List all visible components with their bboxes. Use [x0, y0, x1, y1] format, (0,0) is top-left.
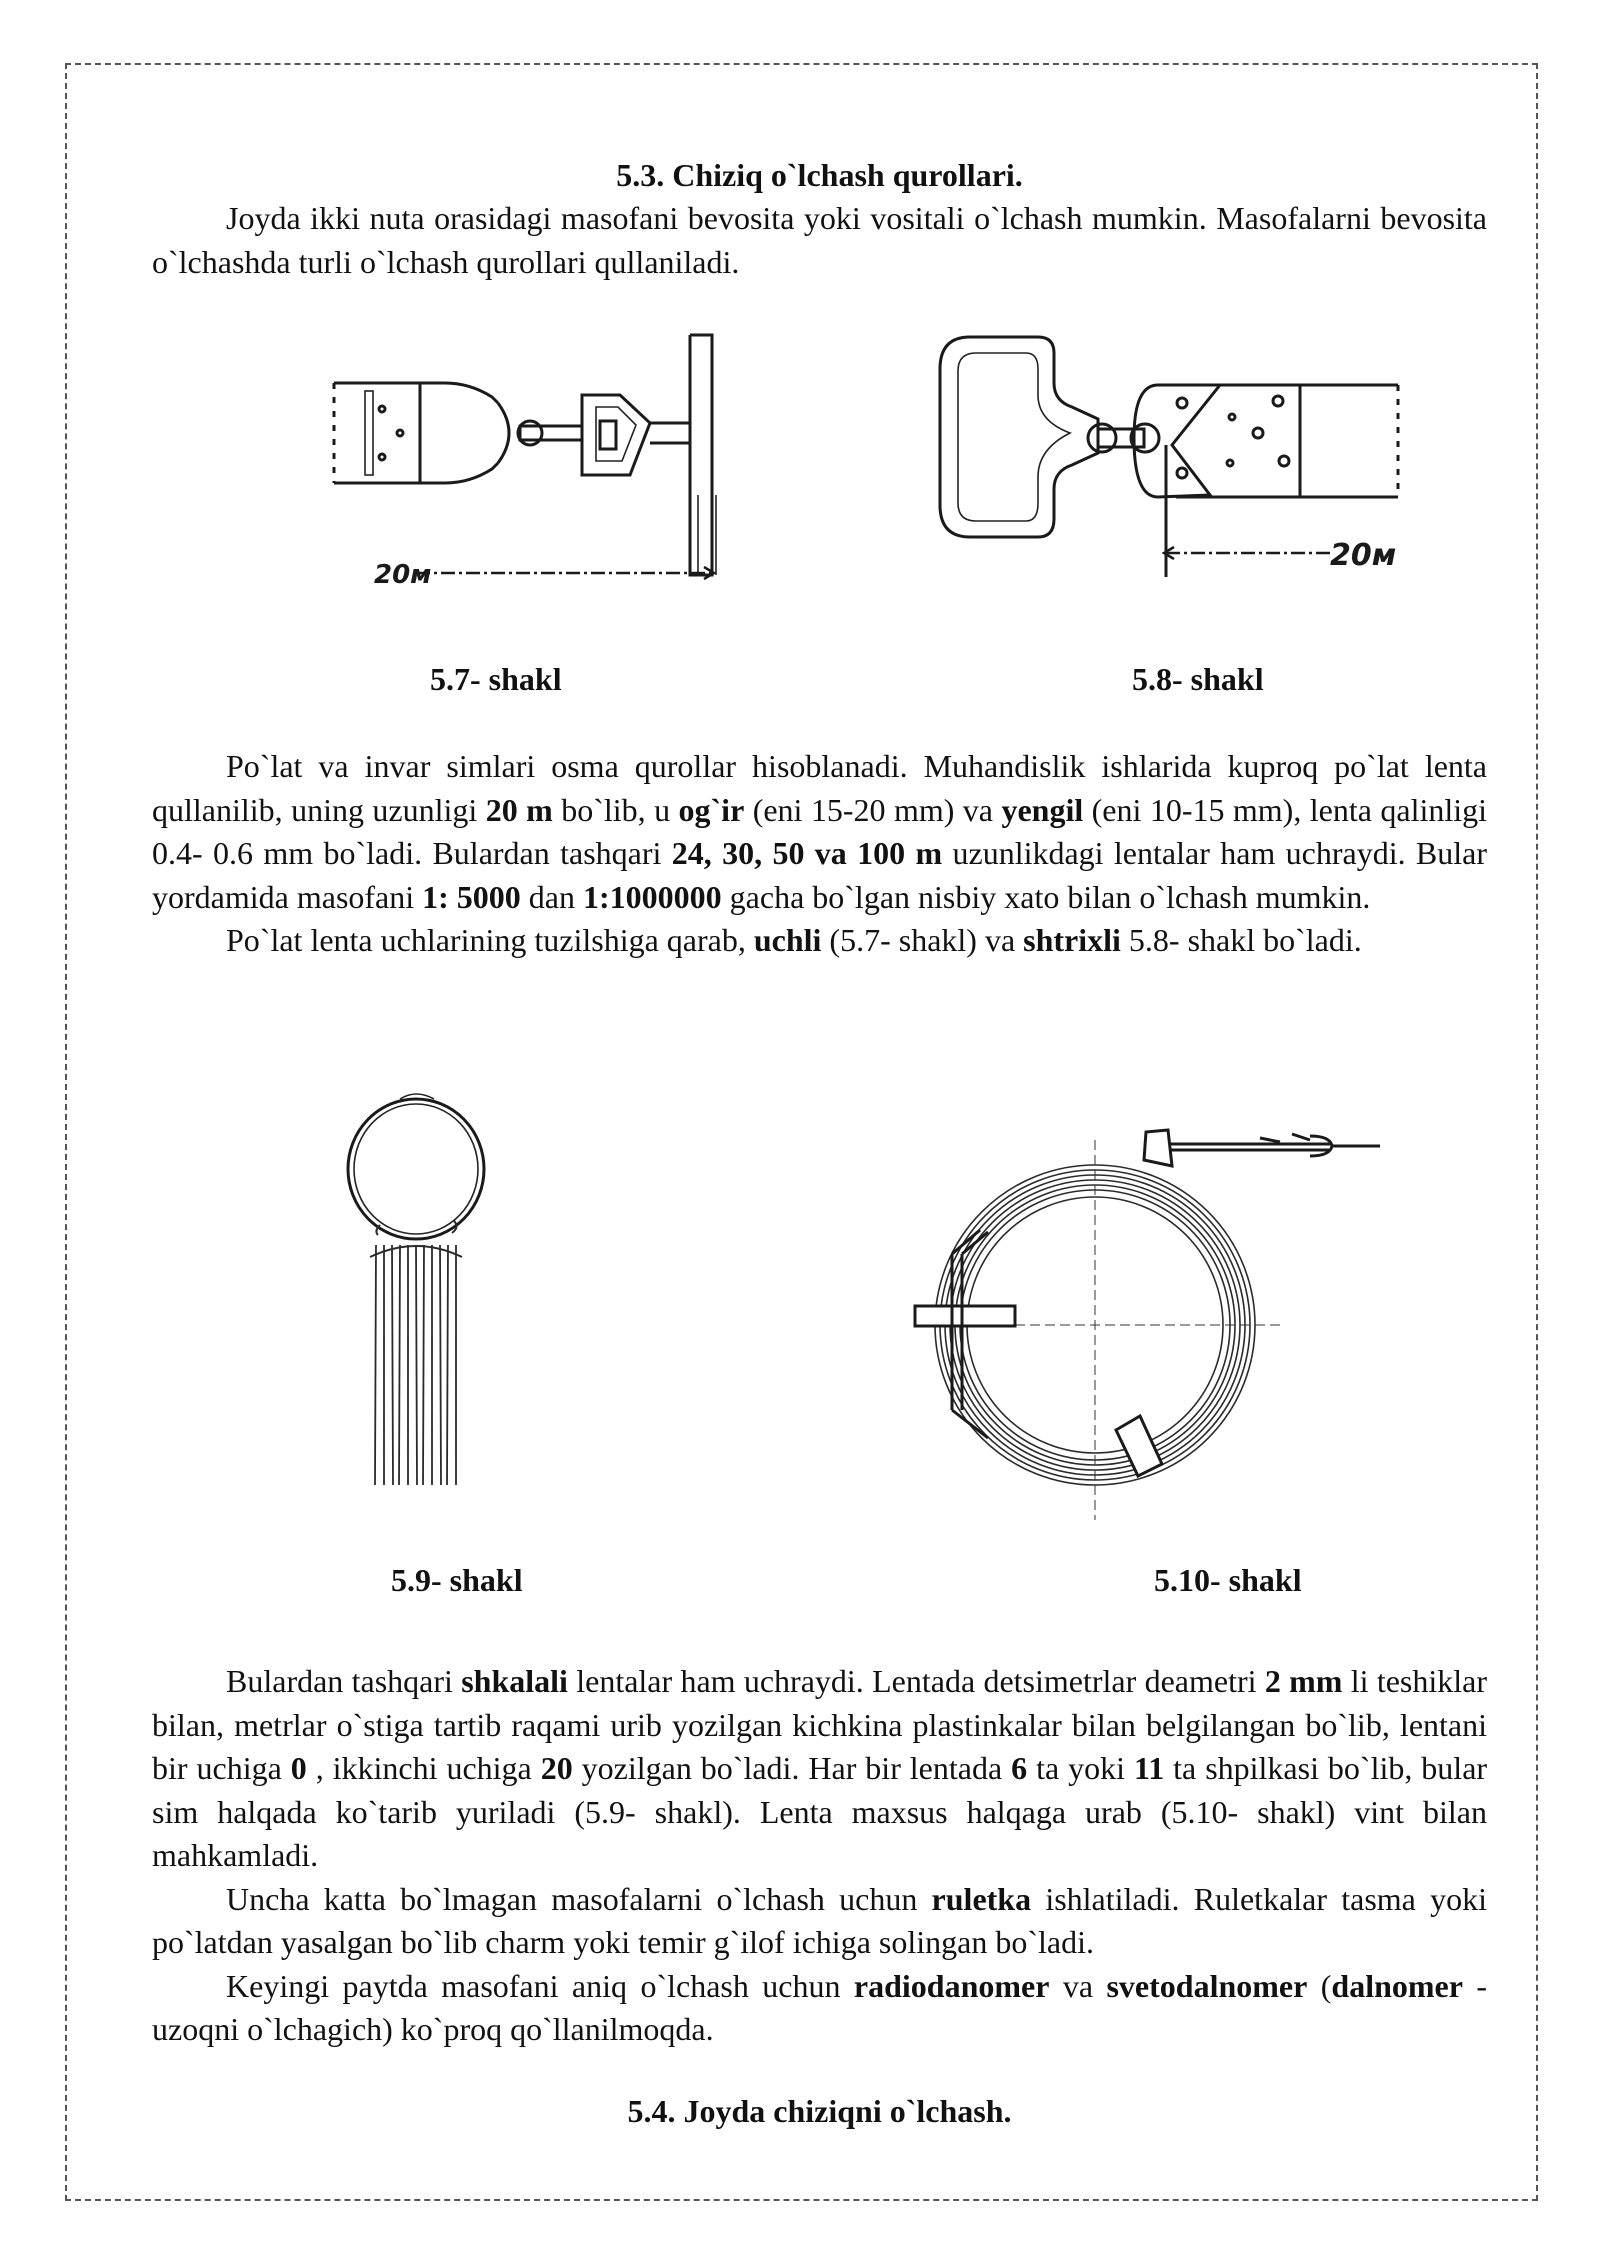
paragraph-rangefinders: Keyingi paytda masofani aniq o`lchash uchun radiodanomer va svetodalnomer (dalnomer - uzoqni o`lchagich) ko`proq qo`llanilmoqda. — [152, 1967, 1488, 2047]
figure-5-7 — [320, 325, 740, 595]
paragraph-graduated — [152, 1660, 1487, 2052]
paragraph-tapes-text: Po`lat va invar simlari osma qurollar hisoblanadi. Muhandislik ishlarida kuproq po`lat lenta qullanilib, uning uzunligi 20 m bo`lib, u og`ir (eni 15-20 mm) va yengil (eni 10-15 mm), lenta qalinligi 0.4- 0.6 mm bo`ladi. Bulardan tashqari 24, 30, 50 va 100 m uzunlikdagi lentalar ham uchraydi. Bular yordamida masofani 1: 5000 dan 1:1000000 gacha bo`lgan nisbiy xato bilan o`lchash mumkin. — [152, 748, 1488, 915]
section-title: 5.3. Chiziq o`lchash qurollari. — [616, 157, 1023, 193]
caption-5-7: 5.7- shakl — [430, 661, 562, 697]
caption-5-10: 5.10- shakl — [1154, 1562, 1302, 1598]
paragraph-intro — [152, 197, 1487, 284]
figure-5-7-label: 20м — [374, 560, 432, 590]
caption-5-9: 5.9- shakl — [391, 1562, 523, 1598]
paragraph-tapes — [152, 745, 1487, 963]
figure-5-8 — [920, 325, 1400, 595]
paragraph-intro-text: Joyda ikki nuta orasidagi masofani bevosita yoki vositali o`lchash mumkin. Masofalarni bevosita o`lchashda turli o`lchash qurollari qullaniladi. — [152, 200, 1487, 280]
figure-5-10 — [900, 1120, 1390, 1540]
figure-5-8-label: 20м — [1330, 538, 1397, 573]
paragraph-tape-ends: Po`lat lenta uchlarining tuzilshiga qarab, uchli (5.7- shakl) va shtrixli 5.8- shakl bo`ladi. — [226, 922, 1362, 958]
paragraph-ruletka: Uncha katta bo`lmagan masofalarni o`lchash uchun ruletka ishlatiladi. Ruletkalar tasma yoki po`latdan yasalgan bo`lib charm yoki temir g`ilof ichiga solingan bo`ladi. — [152, 1880, 1488, 1960]
paragraph-graduated-text: Bulardan tashqari shkalali lentalar ham uchraydi. Lentada detsimetrlar deametri 2 mm li teshiklar bilan, metrlar o`stiga tartib raqami urib yozilgan kichkina plastinkalar bilan belgilangan bo`lib, lentani bir uchiga 0 , ikkinchi uchiga 20 yozilgan bo`ladi. Har bir lentada 6 ta yoki 11 ta shpilkasi bo`lib, bular sim halqada ko`tarib yuriladi (5.9- shakl). Lenta maxsus halqaga urab (5.10- shakl) vint bilan mahkamladi. — [152, 1663, 1488, 1873]
figure-5-9 — [330, 1085, 520, 1505]
subsection-title: 5.4. Joyda chiziqni o`lchash. — [627, 2093, 1012, 2129]
caption-5-8: 5.8- shakl — [1132, 661, 1264, 697]
